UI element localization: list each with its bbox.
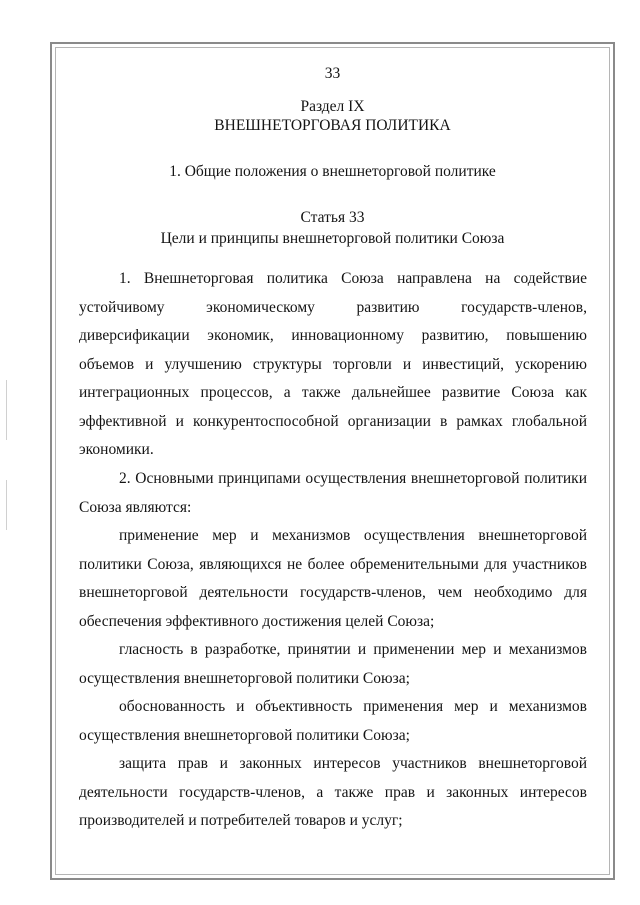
paragraph-5: обоснованность и объективность применения мер и механизмов осуществления внешнеторговой политики Союза; [79,698,587,744]
page-number: 33 [324,65,341,82]
paragraph-6: защита прав и законных интересов участников внешнеторговой деятельности государств-членов, а также прав и законных интересов производителей и потребителей товаров и услуг; [79,755,587,829]
section-title: ВНЕШНЕТОРГОВАЯ ПОЛИТИКА [214,117,451,134]
subsection-title: 1. Общие положения о внешнеторговой политике [169,163,496,180]
article-title: Цели и принципы внешнеторговой политики Союза [160,230,505,247]
paragraph-1: 1. Внешнеторговая политика Союза направлена на содействие устойчивому экономическому развитию государств-членов, диверсификации экономик, инновационному развитию, повышению объемов и улучшению структуры торговли и инвестиций, ускорению интеграционных процессов, а также дальнейшее развитие Союза как эффективной и конкурентоспособной организации в рамках глобальной экономики. [79,270,587,458]
article-label: Статья 33 [300,209,365,226]
scan-margin-mark [6,380,7,440]
paragraph-3: применение мер и механизмов осуществления внешнеторговой политики Союза, являющихся не более обременительными для участников внешнеторговой деятельности государств-членов, чем необходимо для обеспечения эффективного достижения целей Союза; [79,527,587,630]
paragraph-2: 2. Основными принципами осуществления внешнеторговой политики Союза являются: [79,470,587,516]
scan-margin-mark [6,480,7,530]
paragraph-4: гласность в разработке, принятии и применении мер и механизмов осуществления внешнеторговой политики Союза; [79,641,587,687]
section-label: Раздел IX [300,98,365,115]
